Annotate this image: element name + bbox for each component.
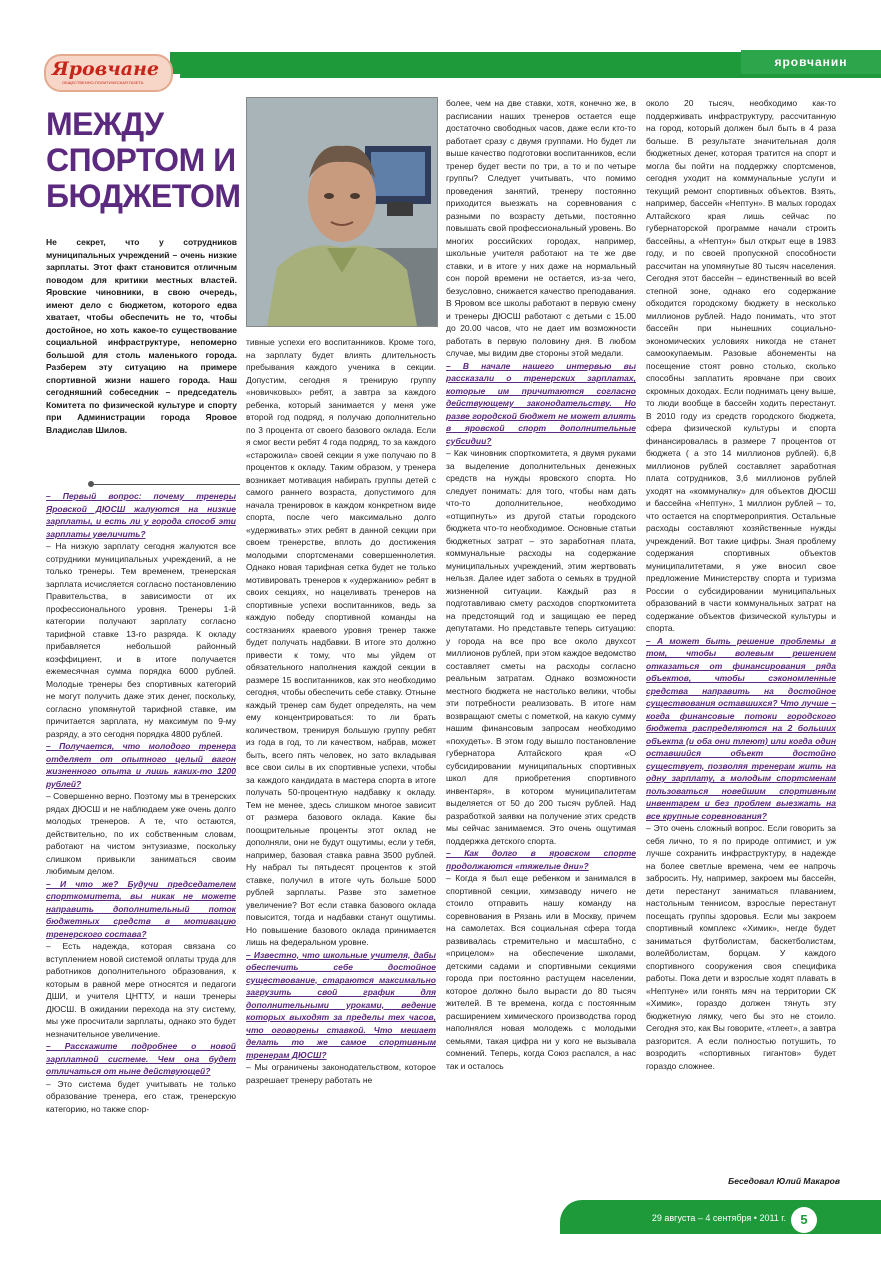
interview-answer: – Когда я был еще ребенком и занимался в спортивной секции, химзаводу ничего не стоило отправить нашу команду на соревнования в Рязань или в Москву, причем на самолетах. Вся социальная сфера тогда развивалась стремительно и масштабно, с «прицелом» на обеспечение школами, детскими садами и спортивными секциями города при постоянно растущем населении, которое должно было вырасти до 80 тысяч жителей. В те времена, когда с постоянным расширением химического производства город наполнялся новая молодежь с молодыми семьями, такая цифра ни у кого не вызывала сомнений. Теперь, когда Союз распался, а нас так и осталось xyxy=(446,873,636,1071)
interview-answer: – Совершенно верно. Поэтому мы в тренерских рядах ДЮСШ и не наблюдаем уже очень долго молодых тренеров. А те, что остаются, действительно, по их собственным словам, работают на чистом энтузиазме, поскольку слишком привыкли заниматься своим любимым делом. xyxy=(46,791,236,876)
separator-dot xyxy=(88,481,94,487)
interview-answer: более, чем на две ставки, хотя, конечно же, в расписании наших тренеров остается еще достаточно свободных часов, даже если кто-то работает сразу с двумя группами. Но будет ли выше качество подготовки воспитанников, если тренер будет вести по три, а то и по четыре группы? Следует учитывать, что помимо проведения занятий, тренеру постоянно приходится выезжать на соревнования с разными по возрасту детьми, постоянно повышать свой профессиональный уровень. Во многих российских городах, например, школьные учителя работают на те же две ставки, и в итоге у них даже на нормальный сон порой времени не остается, из-за чего, безусловно, снижается качество преподавания. В Яровом все школы работают в первую смену и тренеры ДЮСШ работают с детьми с 15.00 до 20.00 часов, что не дает им возможности работать в первую половину дня. В любом случае, мы видим две стороны этой медали. xyxy=(446,98,636,358)
page-number: 5 xyxy=(791,1207,817,1233)
article-signature: Беседовал Юлий Макаров xyxy=(728,1176,840,1186)
section-label: яровчанин xyxy=(741,50,881,74)
separator-line xyxy=(90,484,240,485)
logo-text: Яровчане xyxy=(52,58,160,80)
interview-question: – Как долго в яровском спорте продолжаются «тяжелые дни»? xyxy=(446,848,636,871)
interview-answer: – Мы ограничены законодательством, которое разрешает тренеру работать не xyxy=(246,1062,436,1085)
title-line-2: СПОРТОМ И xyxy=(46,142,236,178)
interview-question: – Известно, что школьные учителя, дабы обеспечить себе достойное существование, стараются максимально загрузить свой график для дополнительными уроками, ведение которых выходят за пределы тех часов, что оговорены ставкой. Что мешает делать то же самое спортивным тренерам ДЮСШ? xyxy=(246,949,436,1060)
interview-answer: тивные успехи его воспитанников. Кроме того, на зарплату будет влиять длительность пребывания каждого ученика в секции. Допустим, сегодня я тренирую группу «новичковых» ребят, а завтра за каждого ребенка, который занимается у меня уже второй год подряд, я получаю дополнительно по 3 процента от своего базового оклада. Если я смог вести ребят 4 года подряд, то за каждого «старожила» своей секции я уже получаю по 8 процентов к окладу. Таким образом, у тренера возникает мотивация набирать группы детей с самого раннего возраста, допустимого для начала тренировок в каждом конкретном виде спорта, после чего максимально долго «удерживать» этих ребят в данной секции при своем тренерстве, вплоть до достижения молодыми спортсменами совершеннолетия. Однако новая тарифная сетка будет не только мотивировать тренеров к «удержанию» ребят в своих секциях, но нацеливать тренеров на спортивные успехи воспитанников, ведь за каждую победу спортивной команды на состязаниях краевого уровня тренер также будет получать надбавки. В итоге это должно привести к тому, что мы уйдем от обязательного наполнения каждой секции в размере 15 воспитанников, как это необходимо сегодня, чтобы обеспечить себе ставку. Отныне каждый тренер сам будет определять, на чем ему концентрироваться: то ли брать количеством, тренируя большую группу ребят из года в год, то ли качеством, набрав, может быть, всего пять человек, но зато вкладывая все свои силы в их спортивные успехи, чтобы за каждого кандидата в мастера спорта в итоге получать 50-процентную надбавку к окладу. Тем не менее, здесь слишком многое зависит от размера базового оклада. Какие бы поощрительные проценты этот оклад не дополняли, они не будут ощутимы, если у тебя, например, базовая ставка равна 3500 рублей. Ну набрал ты пятьдесят процентов к этой ставке, получил в итоге чуть больше 5000 рублей зарплаты. Разве это заметное увеличение? Вот если ставка базового оклада повысится, тогда и надбавки станут ощутимы. Но повышение базового оклада принимается лишь на федеральном уровне. xyxy=(246,337,436,947)
newspaper-logo xyxy=(44,54,173,92)
column-2 xyxy=(246,336,436,1086)
interview-question: – Расскажите подробнее о новой зарплатной системе. Чем она будет отличаться от ныне действующей? xyxy=(46,1041,236,1076)
interview-question: – В начале нашего интервью вы рассказали о тренерских зарплатах, которые им причитаются согласно действующему законодательству. Но разве городской бюджет не может влиять в яровской спорт дополнительные субсидии? xyxy=(446,360,636,446)
interview-answer: – На низкую зарплату сегодня жалуются все сотрудники муниципальных учреждений, а не только тренеры. Тем временем, тренерская зарплата исчисляется согласно постановлению Правительства, в зависимости от их профессионального уровня. Тренеры 1-й категории получают зарплату согласно тарифной ставке 13-го разряда. К окладу прибавляется небольшой районный коэффициент, и в итоге получается ежемесячная сумма порядка 6000 рублей. Молодые тренеры без спортивных категорий не могут получить даже этих денег, поскольку, согласно упомянутой тарифной ставке, им причитается зарплата, ну максимум по 9-му разряду, а это сегодня порядка 4800 рублей. xyxy=(46,541,236,739)
column-1 xyxy=(46,490,236,1115)
photo-illustration xyxy=(247,98,437,326)
title-line-1: МЕЖДУ xyxy=(46,106,164,142)
article-title xyxy=(46,106,241,214)
column-3 xyxy=(446,97,636,1072)
interview-question: – Первый вопрос: почему тренеры Яровской ДЮСШ жалуются на низкие зарплаты, и есть ли у города способ эти зарплаты увеличить? xyxy=(46,491,236,539)
interview-question: – А может быть решение проблемы в том, чтобы волевым решением отказаться от финансирования ряда объектов, чтобы сэкономленные средства направить на достойное существования оставшихся? Что лучше – когда финансовые потоки городского бюджета распределяются на 2 больших объекта (и оба они тлеют) или когда один оставшийся объект достойно существует, позволяя тренерам жить на одну зарплату, а молодым спортсменам пользоваться новейшим спортивным инвентарем и без проблем выезжать на все крупные соревнования? xyxy=(646,635,836,821)
article-lead: Не секрет, что у сотрудников муниципальных учреждений – очень низкие зарплаты. Этот факт становится отличным поводом для критики местных властей. Яровские чиновники, в свою очередь, имеют дело с бюджетом, которого едва хватает, чтобы обеспечить не то, чтобы достойное, но хоть какое-то существование социальной инфраструктуре, непомерно большой для столь маленького города. Разберем эту ситуацию на примере спортивной жизни нашего города. Наш сегодняшний собеседник – председатель Комитета по физической культуре и спорту при Администрации города Яровое Владислав Шилов. xyxy=(46,237,237,435)
interview-question: – Получается, что молодого тренера отделяет от опытного целый вагон жизненного опыта и лишь каких-то 1200 рублей? xyxy=(46,741,236,789)
interview-answer: – Это очень сложный вопрос. Если говорить за себя лично, то я по природе оптимист, и уж лучше сохранить инфраструктуру, в надежде на более светлые времена, чем ее напрочь забросить. Ну, например, закроем мы бассейн, дети перестанут заниматься плаванием, настольным теннисом, взрослые перестанут посещать группы здоровья. Если мы закроем спортивный комплекс «Химик», негде будет заниматься футболистам, баскетболистам, волейболистам, борцам. У каждого спортивного сооружения своя специфика работы. Пока дети и взрослые ходят плавать в «Нептуне» или гонять мяч на территории СК «Химик», гораздо должен тянуть эту бюджетную лямку, чего бы это не стоило. Сегодня это, как Вы говорите, «тлеет», а завтра разгорится. А если полностью потушить, то возродить «спортивных гигантов» будет гораздо сложнее. xyxy=(646,823,837,1071)
interview-question: – И что же? Будучи председателем спорткомитета, вы никак не можете направить дополнительный поток бюджетных средств в мотивацию тренерского состава? xyxy=(46,878,236,939)
interview-answer: – Есть надежда, которая связана со вступлением новой системой оплаты труда для работников дополнительного образования, к которым в равной мере относятся и педагоги ДШИ, и учителя ЦНТТУ, и наши тренеры ДЮСШ. В ожидании перехода на эту систему, мы уже просчитали зарплаты, однако это будет незначительное увеличение. xyxy=(46,941,236,1039)
interview-answer: около 20 тысяч, необходимо как-то поддерживать инфраструктуру, рассчитанную на город, который должен был быть в 4 раза больше. В результате значительная доля бюджетных денег, которая тратится на спорт и могла бы пойти на поддержку спортсменов, сегодня уходит на коммунальные услуги и текущий ремонт спортивных объектов. Взять, например, бассейн «Нептун». В малых городах Алтайского края лишь сейчас по губернаторской программе начали строить бассейны, а «Нептун» был открыт еще в 1983 году, и по своей пропускной способности рассчитан на упомянутые 80 тысяч населения. Сегодня этот бассейн – единственный во всей степной зоне, однако его содержание обходится городскому бюджету в несколько миллионов рублей. Надо понимать, что этот бассейн при нынешних социально-экономических условиях никогда не станет самоокупаемым. Разовые абонементы на посещение стоят ровно столько, сколько способны заплатить яровчане при своих скромных доходах. Если поднимать цену выше, то люди вообще в бассейн ходить перестанут. В 2010 году из средств городского бюджета, сфера физической культуры и спорта финансировалась в размере 7 процентов от бюджета ( а это 14 миллионов рублей). 6,8 миллионов рублей составляет заработная плата сотрудников, 3,6 миллионов рублей уходят на «коммуналку» для объектов ДЮСШ и бассейна «Нептун», 1 миллион рублей – то, что остается на спортмероприятия. Остальные расходы составляют хозяйственные нужды учреждений. Вот такие цифры. Зная проблему содержания спортивных объектов муниципалитетами, я уже вносил свое предложение Министерству спорта и туризма России о субсидировании муниципальных образований в части коммунальных затрат на содержание объектов физической культуры и спорта. xyxy=(646,98,836,633)
column-4 xyxy=(646,97,836,1072)
interviewee-photo xyxy=(246,97,438,327)
interview-answer: – Как чиновник спорткомитета, я двумя руками за выделение дополнительных денежных средств на нужды яровского спорта. Но следует понимать: для того, чтобы нам дать что-то дополнительное, необходимо «отщипнуть» из другой статьи городского бюджета что-то необходимое. Основные статьи бюджетных затрат – это заработная плата, коммунальные расходы на содержание муниципальных учреждений, этим жертвовать нельзя. Далее идет забота о семьях в трудной жизненной ситуации. Каждый раз я подготавливаю смету расходов спорткомитета на предстоящий год и защищаю ее перед депутатами. Но представьте теперь ситуацию: у города на все про все около двухсот миллионов рублей, при этом каждое ведомство составляет сметы на расходы согласно реальным затратам. Однако возможности местного бюджета не настолько велики, чтобы эти потребности реализовать. В итоге нам возвращают сметы с пометкой, на какую сумму нашим финансовым запросам необходимо «похудеть». В этом году вышло постановление губернатора Алтайского края «О субсидировании муниципальных спортивных школ для приобретения спортивного инвентаря», в котором муниципалитетам выделяется от 50 до 200 тысяч рублей. Над разработкой заявки на получение этих средств мы сейчас занимаемся. Это очень ощутимая поддержка детского спорта. xyxy=(446,448,636,846)
title-line-3: БЮДЖЕТОМ xyxy=(46,178,241,214)
interview-answer: – Это система будет учитывать не только образование тренера, его стаж, тренерскую категорию, но также спор- xyxy=(46,1078,236,1114)
logo-subtitle: ОБЩЕСТВЕННО-ПОЛИТИЧЕСКАЯ ГАЗЕТА xyxy=(62,80,144,85)
issue-date: 29 августа – 4 сентября • 2011 г. xyxy=(651,1213,786,1223)
